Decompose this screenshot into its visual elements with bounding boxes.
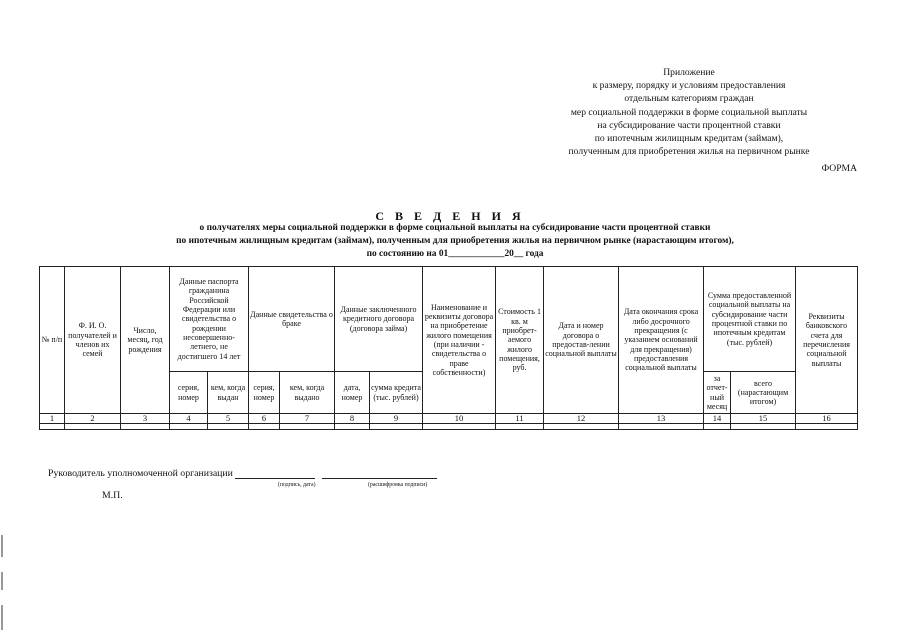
document-subtitle	[70, 222, 840, 261]
scan-mark	[1, 572, 3, 590]
column-number: 1	[40, 414, 65, 424]
appendix-line: мер социальной поддержки в форме социальной выплаты	[570, 106, 808, 118]
document-title: С В Е Д Е Н И Я	[375, 209, 525, 223]
column-number: 3	[121, 414, 170, 424]
header-sum-month: за отчет-ный месяц	[704, 372, 731, 414]
column-number: 8	[335, 414, 370, 424]
header-full-name: Ф. И. О. получателей и членов их семей	[65, 267, 121, 414]
scan-mark	[1, 605, 3, 630]
header-marriage: Данные свидетельства о браке	[249, 267, 335, 372]
scan-mark	[1, 535, 3, 557]
column-number: 13	[619, 414, 704, 424]
subtitle-line-1: о получателях меры социальной поддержки в форме социальной выплаты на субсидирование части процентной ставки	[199, 223, 711, 233]
header-payment-sum: Сумма предоставленной социальной выплаты на субсидирование части процентной ставки по ипотечным кредитам (тыс. рублей)	[704, 267, 796, 372]
appendix-line: на субсидирование части процентной ставки	[597, 119, 781, 131]
column-number: 14	[704, 414, 731, 424]
column-number: 4	[170, 414, 208, 424]
column-number: 5	[208, 414, 249, 424]
column-number: 7	[280, 414, 335, 424]
subtitle-line-2: по ипотечным жилищным кредитам (займам), полученным для приобретения жилья на первичном рынке (нарастающим итогом),	[176, 236, 734, 246]
appendix-line: отдельным категориям граждан	[624, 93, 754, 105]
header-loan-date: дата, номер	[335, 372, 370, 414]
header-marriage-issued: кем, когда выдано	[280, 372, 335, 414]
signature-caption: (подпись, дата)	[278, 482, 316, 488]
signature-name-caption: (расшифровка подписи)	[368, 482, 428, 488]
header-loan-contract: Данные заключенного кредитного договора (договора займа)	[335, 267, 423, 372]
header-purchase-contract: Наименование и реквизиты договора на приобретение жилого помещения (при наличии - свидетельства о праве собственности)	[423, 267, 496, 414]
appendix-line: полученным для приобретения жилья на первичном рынке	[568, 146, 810, 158]
header-bank-account: Реквизиты банковского счета для перечисления социальной выплаты	[796, 267, 858, 414]
header-passport-issued: кем, когда выдан	[208, 372, 249, 414]
signature-field	[235, 468, 315, 479]
appendix-line: к размеру, порядку и условиям предоставления	[592, 80, 786, 92]
form-label: ФОРМА	[821, 163, 857, 174]
header-loan-sum: сумма кредита (тыс. рублей)	[370, 372, 423, 414]
column-number: 9	[370, 414, 423, 424]
header-sum-total: всего (нарастающим итогом)	[731, 372, 796, 414]
column-number: 12	[544, 414, 619, 424]
column-numbers-row	[40, 414, 858, 424]
header-marriage-series: серия, номер	[249, 372, 280, 414]
column-number: 10	[423, 414, 496, 424]
data-table	[39, 266, 858, 430]
column-number: 15	[731, 414, 796, 424]
signature-name-field	[322, 468, 437, 479]
header-passport-series: серия, номер	[170, 372, 208, 414]
header-payment-contract: Дата и номер договора о предостав-лении социальной выплаты	[544, 267, 619, 414]
header-end-date: Дата окончания срока либо досрочного прекращения (с указанием оснований для прекращения) предоставления социальной выплаты	[619, 267, 704, 414]
header-birth-date: Число, месяц, год рождения	[121, 267, 170, 414]
signature-label: Руководитель уполномоченной организации	[48, 468, 233, 479]
signature-line	[48, 468, 437, 479]
column-number: 11	[496, 414, 544, 424]
column-number: 2	[65, 414, 121, 424]
column-number: 16	[796, 414, 858, 424]
header-price-per-sqm: Стоимость 1 кв. м приобрет-аемого жилого помещения, руб.	[496, 267, 544, 414]
stamp-label: М.П.	[102, 490, 123, 501]
table-row	[40, 424, 858, 430]
header-passport: Данные паспорта гражданина Российской Федерации или свидетельства о рождении несовершенно-летнего, не достигшего 14 лет	[170, 267, 249, 372]
subtitle-line-3: по состоянию на 01____________20__ года	[366, 249, 544, 259]
appendix-block	[519, 66, 859, 158]
appendix-line: Приложение	[663, 67, 715, 78]
column-number: 6	[249, 414, 280, 424]
appendix-line: по ипотечным жилищным кредитам (займам),	[594, 133, 784, 145]
header-number: № п/п	[40, 267, 65, 414]
